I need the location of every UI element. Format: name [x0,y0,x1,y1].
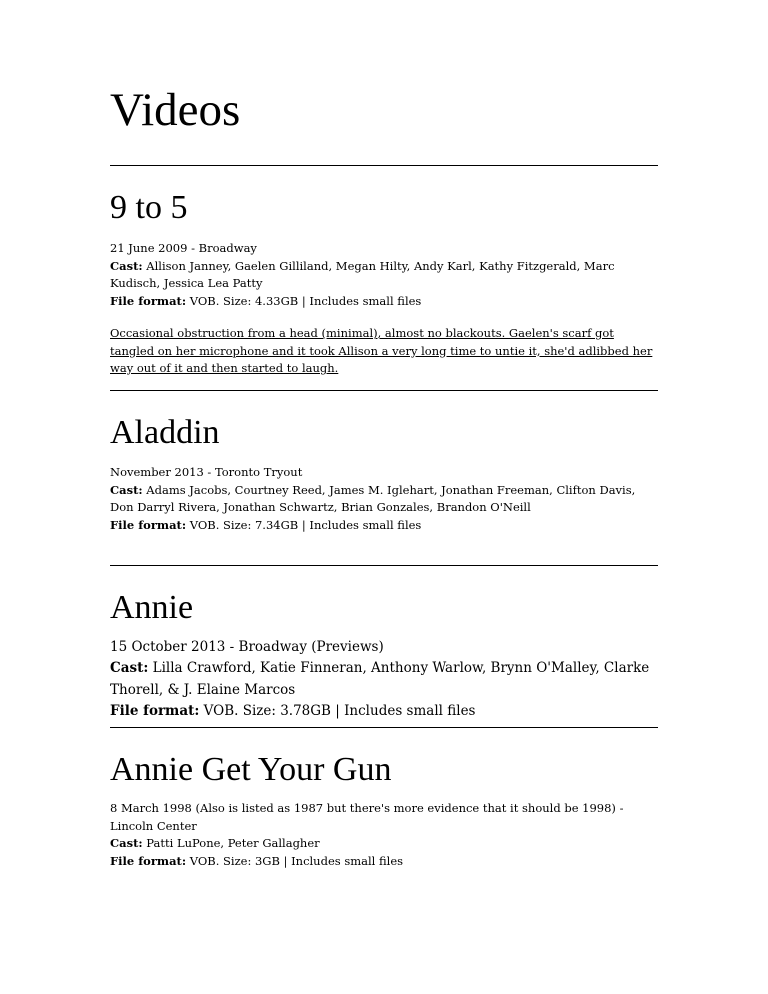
entry-title-9-to-5: 9 to 5 [110,189,188,226]
file-format-value: VOB. Size: 4.33GB | Includes small files [189,293,422,308]
cast-line [110,835,658,853]
entry-title-annie: Annie [110,589,194,626]
entry-info-annie-get-your-gun [110,800,658,870]
file-format-line [110,853,658,871]
entry-title-annie-get-your-gun: Annie Get Your Gun [110,751,392,788]
cast-label: Cast: [110,258,143,273]
cast-label: Cast: [110,660,149,677]
file-format-line [110,517,658,535]
entry-info-aladdin [110,464,658,534]
date-venue: 8 March 1998 (Also is listed as 1987 but there's more evidence that it should be 1998) - Lincoln Center [110,801,624,833]
date-venue: November 2013 - Toronto Tryout [110,465,303,479]
file-format-label: File format: [110,293,187,308]
divider [110,727,658,728]
entry-info-annie [110,637,658,722]
date-venue: 21 June 2009 - Broadway [110,241,257,255]
cast-line [110,658,658,701]
cast-line [110,482,658,517]
page-title: Videos [110,84,241,136]
file-format-label: File format: [110,853,187,868]
file-format-label: File format: [110,702,200,719]
cast-list: Lilla Crawford, Katie Finneran, Anthony Warlow, Brynn O'Malley, Clarke Thorell, & J. Elaine Marcos [110,660,650,698]
divider [110,390,658,391]
file-format-label: File format: [110,517,187,532]
cast-label: Cast: [110,836,143,851]
divider [110,165,658,166]
cast-list: Adams Jacobs, Courtney Reed, James M. Iglehart, Jonathan Freeman, Clifton Davis, Don Darryl Rivera, Jonathan Schwartz, Brian Gonzales, Brandon O'Neill [110,482,636,515]
file-format-value: VOB. Size: 3.78GB | Includes small files [203,702,476,719]
cast-list: Patti LuPone, Peter Gallagher [146,836,320,851]
entry-title-aladdin: Aladdin [110,414,220,451]
divider [110,565,658,566]
entry-note-9-to-5: Occasional obstruction from a head (minimal), almost no blackouts. Gaelen's scarf got tangled on her microphone and it took Allison a very long time to untie it, she'd adlibbed her way out of it and then started to laugh. [110,326,653,376]
cast-list: Allison Janney, Gaelen Gilliland, Megan Hilty, Andy Karl, Kathy Fitzgerald, Marc Kudisch, Jessica Lea Patty [110,258,615,291]
date-venue: 15 October 2013 - Broadway (Previews) [110,639,384,655]
file-format-line [110,293,658,311]
file-format-value: VOB. Size: 7.34GB | Includes small files [189,517,422,532]
file-format-line [110,701,658,722]
entry-info-9-to-5 [110,240,658,310]
cast-label: Cast: [110,482,143,497]
cast-line [110,258,658,293]
file-format-value: VOB. Size: 3GB | Includes small files [189,853,404,868]
